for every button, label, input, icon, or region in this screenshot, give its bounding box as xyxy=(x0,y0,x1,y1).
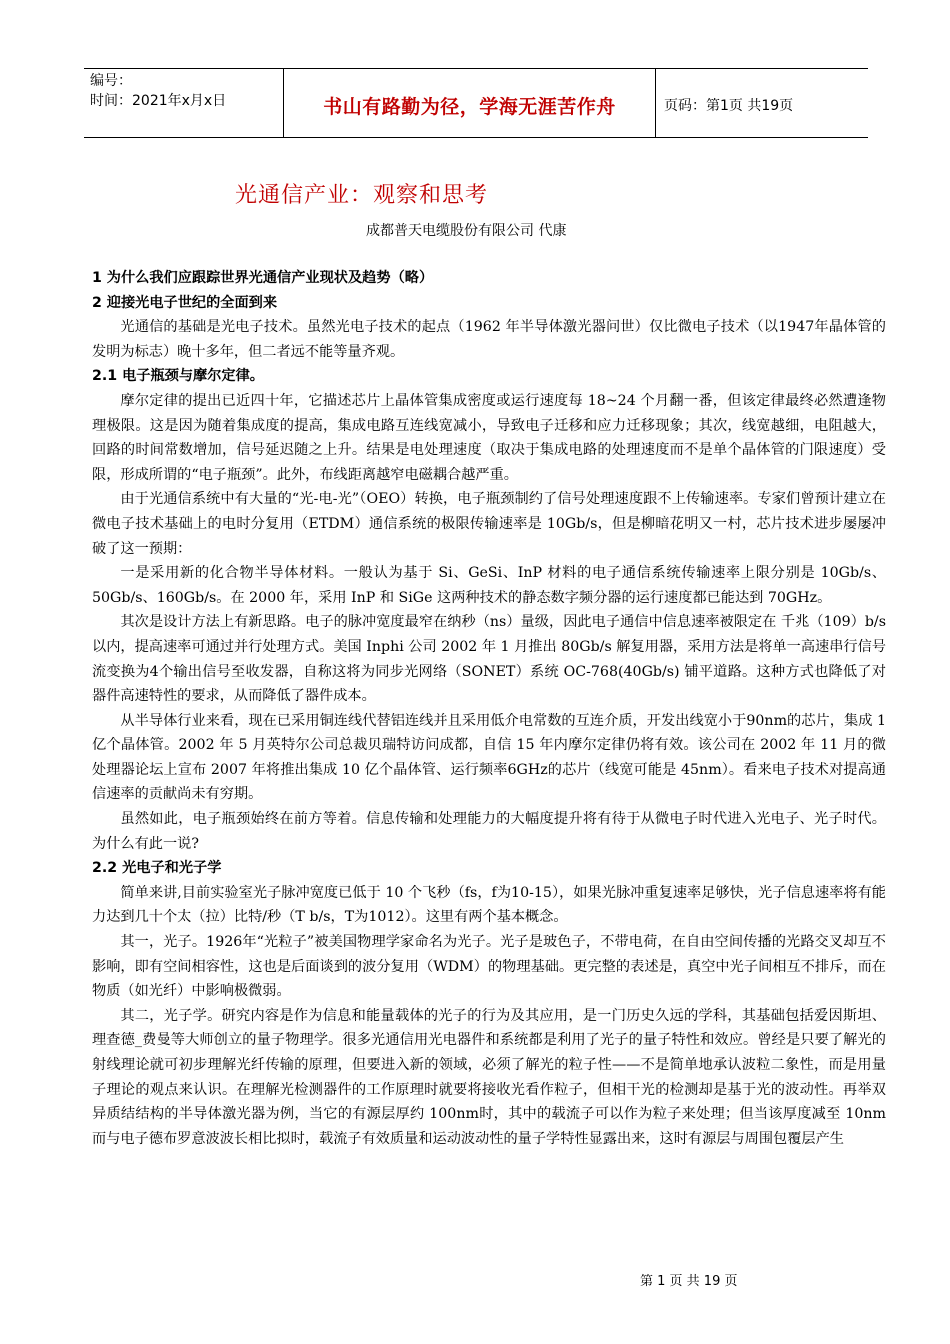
header-motto: 书山有路勤为径，学海无涯苦作舟 xyxy=(284,69,656,137)
section-heading-2-2: 2.2 光电子和光子学 xyxy=(92,860,222,877)
section-heading-2: 2 迎接光电子世纪的全面到来 xyxy=(92,294,278,311)
document-body xyxy=(92,266,886,1151)
paragraph: 简单来讲,目前实验室光子脉冲宽度已低于 10 个飞秒（fs，f为10-15），如果光脉冲重复速率足够快，光子信息速率将有能力达到几十个太（拉）比特/秒（T b/s，T为1012）。这里有两个基本概念。 xyxy=(92,884,886,926)
paragraph: 其次是设计方法上有新思路。电子的脉冲宽度最窄在纳秒（ns）量级，因此电子通信中信息速率被限定在 千兆（109）b/s以内，提高速率可通过并行处理方式。美国 Inphi 公司 2002 年 1 月推出 80Gb/s 解复用器，采用方法是将单一高速串行信号流变换为4个输出信号至收发器，自称这将为同步光网络（SONET）系统 OC-768(40Gb/s) 铺平道路。这种方式也降低了对器件高速特性的要求，从而降低了器件成本。 xyxy=(92,614,886,705)
paragraph: 摩尔定律的提出已近四十年，它描述芯片上晶体管集成密度或运行速度每 18~24 个月翻一番，但该定律最终必然遭逢物理极限。这是因为随着集成度的提高，集成电路互连线宽减小，导致电子迁移和应力迁移现象；其次，线宽越细，电阻越大，回路的时间常数增加，信号延迟随之上升。结果是电处理速度（取决于集成电路的处理速度而不是单个晶体管的门限速度）受限，形成所谓的“电子瓶颈”。此外，布线距离越窄电磁耦合越严重。 xyxy=(92,392,886,483)
paragraph: 其一，光子。1926年“光粒子”被美国物理学家命名为光子。光子是玻色子，不带电荷，在自由空间传播的光路交叉却互不影响，即有空间相容性，这也是后面谈到的波分复用（WDM）的物理基础。更完整的表述是，真空中光子间相互不排斥，而在物质（如光纤）中影响极微弱。 xyxy=(92,934,886,1000)
number-label: 编号： xyxy=(90,73,132,89)
section-heading-2-1: 2.1 电子瓶颈与摩尔定律。 xyxy=(92,368,264,385)
paragraph: 一是采用新的化合物半导体材料。一般认为基于 Si、GeSi、InP 材料的电子通信系统传输速率上限分别是 10Gb/s、50Gb/s、160Gb/s。在 2000 年，采用 InP 和 SiGe 这两种技术的静态数字频分器的运行速度都已能达到 70GHz。 xyxy=(92,565,886,606)
page-footer: 第 1 页 共 19 页 xyxy=(640,1274,738,1289)
paragraph: 从半导体行业来看，现在已采用铜连线代替铝连线并且采用低介电常数的互连介质，开发出线宽小于90nm的芯片，集成 1 亿个晶体管。2002 年 5 月英特尔公司总裁贝瑞特访问成都，自信 15 年内摩尔定律仍将有效。该公司在 2002 年 11 月的微处理器论坛上宣布 2007 年将推出集成 10 亿个晶体管、运行频率6GHz的芯片（线宽可能是 45nm）。看来电子技术对提高通信速率的贡献尚未有穷期。 xyxy=(92,712,886,803)
paragraph: 由于光通信系统中有大量的“光-电-光”（OEO）转换，电子瓶颈制约了信号处理速度跟不上传输速率。专家们曾预计建立在微电子技术基础上的电时分复用（ETDM）通信系统的极限传输速率是 10Gb/s，但是柳暗花明又一村，芯片技术进步屡屡冲破了这一预期： xyxy=(92,491,886,557)
header-meta xyxy=(84,69,284,137)
header-page-info: 页码：第1页 共19页 xyxy=(664,98,794,114)
section-heading-1: 1 为什么我们应跟踪世界光通信产业现状及趋势（略） xyxy=(92,270,434,286)
document-author: 成都普天电缆股份有限公司 代康 xyxy=(366,223,567,239)
document-title: 光通信产业：观察和思考 xyxy=(235,183,489,208)
paragraph: 其二，光子学。研究内容是作为信息和能量载体的光子的行为及其应用，是一门历史久远的学科，其基础包括爱因斯坦、理查德_费曼等大师创立的量子物理学。很多光通信用光电器件和系统都是利用了光子的量子特性和效应。曾经是只要了解光的射线理论就可初步理解光纤传输的原理，但要进入新的领域，必须了解光的粒子性——不是简单地承认波粒二象性，而是用量子理论的观点来认识。在理解光检测器件的工作原理时就要将接收光看作粒子，但相干光的检测却是基于光的波动性。再举双异质结结构的半导体激光器为例，当它的有源层厚约 100nm时，其中的载流子可以作为粒子来处理；但当该厚度减至 10nm而与电子德布罗意波波长相比拟时，载流子有效质量和运动波动性的量子学特性显露出来，这时有源层与周围包覆层产生 xyxy=(92,1007,886,1147)
time-label: 时间：2021年x月x日 xyxy=(90,93,227,109)
paragraph: 光通信的基础是光电子技术。虽然光电子技术的起点（1962 年半导体激光器问世）仅比微电子技术（以1947年晶体管的发明为标志）晚十多年，但二者远不能等量齐观。 xyxy=(92,319,886,360)
paragraph: 虽然如此，电子瓶颈始终在前方等着。信息传输和处理能力的大幅度提升将有待于从微电子时代进入光电子、光子时代。为什么有此一说? xyxy=(92,811,886,852)
page-header xyxy=(84,68,868,138)
